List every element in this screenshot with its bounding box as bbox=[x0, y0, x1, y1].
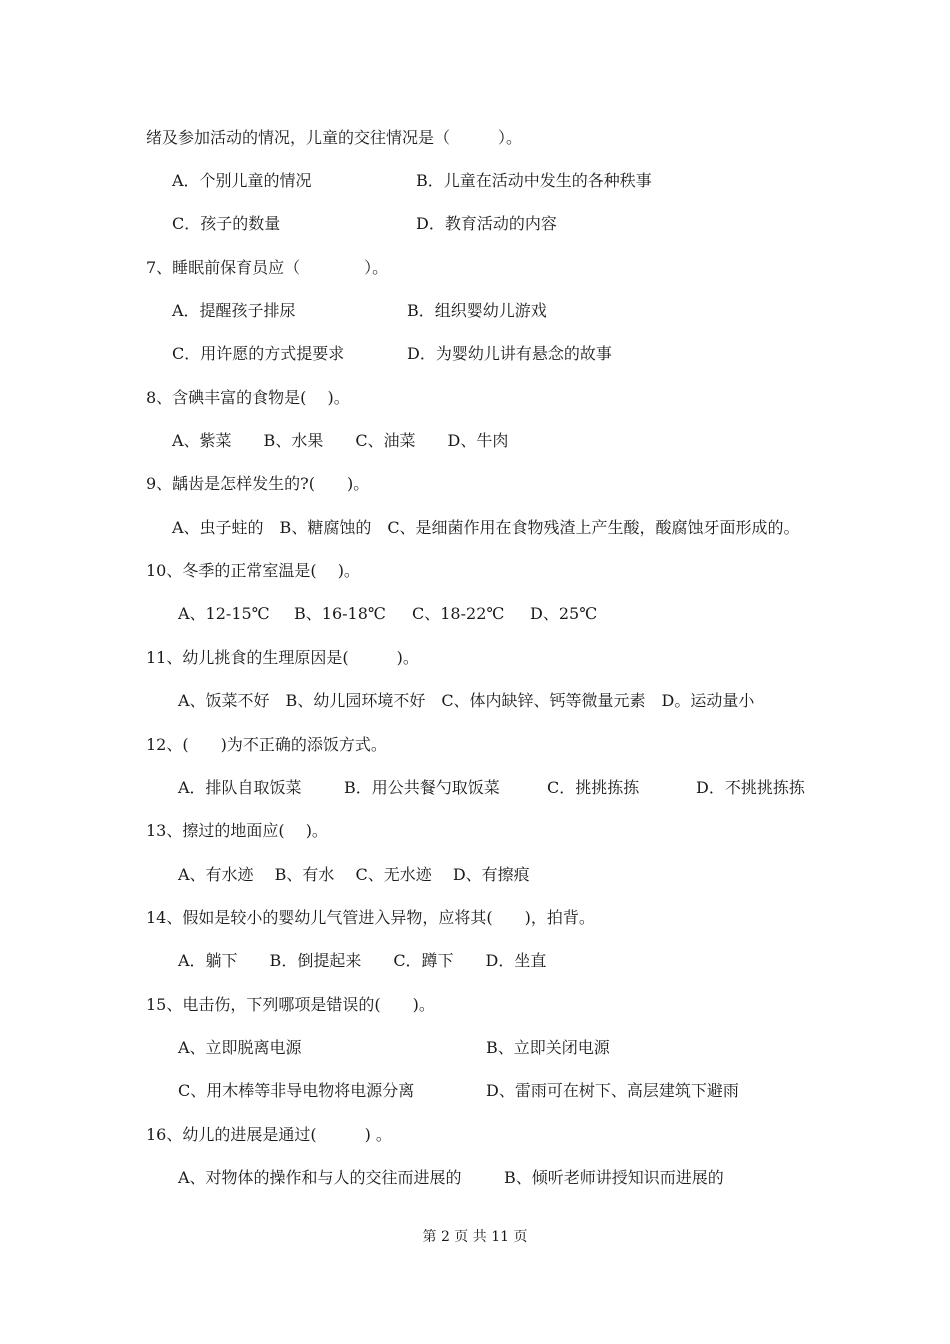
question-12-stem: 12、( )为不正确的添饭方式。 bbox=[146, 735, 387, 754]
question-6-stem: 绪及参加活动的情况，儿童的交往情况是（ ）。 bbox=[146, 128, 523, 147]
question-9-stem: 9、龋齿是怎样发生的?( )。 bbox=[146, 474, 370, 493]
question-12-option-d: D．不挑挑拣拣 bbox=[696, 778, 805, 797]
question-16-option-a: A、对物体的操作和与人的交往而进展的 bbox=[178, 1168, 462, 1187]
question-11-options: A、饭菜不好 B、幼儿园环境不好 C、体内缺锌、钙等微量元素 D。运动量小 bbox=[178, 691, 755, 710]
question-11-stem: 11、幼儿挑食的生理原因是( )。 bbox=[146, 648, 419, 667]
question-12-option-c: C．挑挑拣拣 bbox=[547, 778, 640, 797]
question-7-option-d: D．为婴幼儿讲有悬念的故事 bbox=[407, 344, 612, 363]
question-7-option-b: B．组织婴幼儿游戏 bbox=[407, 301, 547, 320]
question-8-options: A、紫菜 B、水果 C、油菜 D、牛肉 bbox=[172, 431, 509, 450]
question-13-options: A、有水迹 B、有水 C、无水迹 D、有擦痕 bbox=[178, 865, 530, 884]
question-7-option-c: C．用许愿的方式提要求 bbox=[172, 344, 345, 363]
question-6-option-a: A．个别儿童的情况 bbox=[172, 171, 312, 190]
question-6-option-c: C．孩子的数量 bbox=[172, 214, 281, 233]
question-10-option-c: C、18-22℃ bbox=[412, 604, 505, 623]
question-13-stem: 13、擦过的地面应( )。 bbox=[146, 821, 328, 840]
question-7-stem: 7、睡眠前保育员应（ ）。 bbox=[146, 258, 389, 277]
question-9-options: A、虫子蛀的 B、糖腐蚀的 C、是细菌作用在食物残渣上产生酸，酸腐蚀牙面形成的。 bbox=[172, 518, 800, 537]
question-10-option-a: A、12-15℃ bbox=[178, 604, 270, 623]
question-15-stem: 15、电击伤，下列哪项是错误的( )。 bbox=[146, 995, 435, 1014]
page-footer: 第 2 页 共 11 页 bbox=[422, 1229, 528, 1245]
question-15-option-c: C、用木棒等非导电物将电源分离 bbox=[178, 1081, 415, 1100]
question-7-option-a: A．提醒孩子排尿 bbox=[172, 301, 296, 320]
question-8-stem: 8、含碘丰富的食物是( )。 bbox=[146, 388, 350, 407]
question-10-option-d: D、25℃ bbox=[530, 604, 598, 623]
question-12-option-a: A．排队自取饭菜 bbox=[178, 778, 302, 797]
question-14-options: A．躺下 B．倒提起来 C．蹲下 D．坐直 bbox=[178, 951, 547, 970]
question-14-stem: 14、假如是较小的婴幼儿气管进入异物，应将其( )，拍背。 bbox=[146, 908, 595, 927]
question-12-option-b: B．用公共餐勺取饭菜 bbox=[344, 778, 500, 797]
question-15-option-a: A、立即脱离电源 bbox=[178, 1038, 302, 1057]
question-6-option-d: D．教育活动的内容 bbox=[416, 214, 557, 233]
question-10-option-b: B、16-18℃ bbox=[294, 604, 386, 623]
question-10-stem: 10、冬季的正常室温是( )。 bbox=[146, 561, 360, 580]
question-15-option-d: D、雷雨可在树下、高层建筑下避雨 bbox=[486, 1081, 739, 1100]
question-6-option-b: B．儿童在活动中发生的各种秩事 bbox=[416, 171, 652, 190]
question-16-option-b: B、倾听老师讲授知识而进展的 bbox=[504, 1168, 724, 1187]
question-15-option-b: B、立即关闭电源 bbox=[486, 1038, 610, 1057]
question-16-stem: 16、幼儿的进展是通过( ) 。 bbox=[146, 1125, 392, 1144]
